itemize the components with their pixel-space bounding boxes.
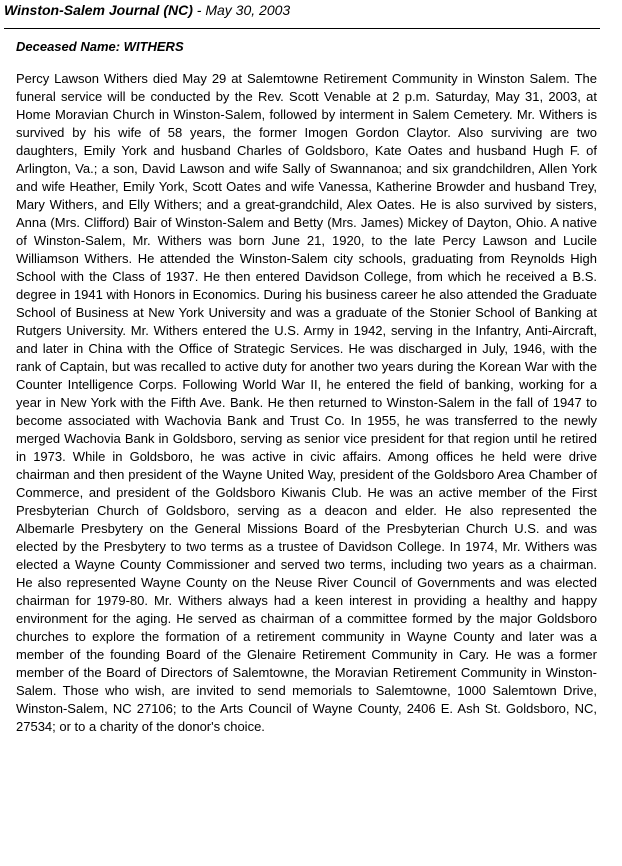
obituary-text: Percy Lawson Withers died May 29 at Salemtowne Retirement Community in Winston Salem. The funeral service will be conducted by the Rev. Scott Venable at 2 p.m. Saturday, May 31, 2003, at Home Moravian Church in Winston-Salem, followed by interment in Salem Cemetery. Mr. Withers is survived by his wife of 58 years, the former Imogen Gordon Claytor. Also surviving are two daughters, Emily York and husband Charles of Goldsboro, Kate Oates and husband Hugh F. of Arlington, Va.; a son, David Lawson and wife Sally of Swannanoa; and six grandchildren, Allen York and wife Heather, Emily York, Scott Oates and wife Vanessa, Katherine Browder and husband Trey, Mary Withers, and Elly Withers; and a great-grandchild, Alex Oates. He is also survived by sisters, Anna (Mrs. Clifford) Bair of Winston-Salem and Betty (Mrs. James) Mickey of Dayton, Ohio. A native of Winston-Salem, Mr. Withers was born June 21, 1920, to the late Percy Lawson and Lucile Williamson Withers. He attended the Winston-Salem city schools, graduating from Reynolds High School with the Class of 1937. He then entered Davidson College, from which he received a B.S. degree in 1941 with Honors in Economics. During his business career he also attended the Graduate School of Business at New York University and was a graduate of the Stonier School of Banking at Rutgers University. Mr. Withers entered the U.S. Army in 1942, serving in the Infantry, Anti-Aircraft, and later in China with the Office of Strategic Services. He was discharged in July, 1946, with the rank of Captain, but was recalled to active duty for another two years during the Korean War with the Counter Intelligence Corps. Following World War II, he entered the field of banking, working for a year in New York with the Fifth Ave. Bank. He then returned to Winston-Salem in the fall of 1947 to become associated with Wachovia Bank and Trust Co. In 1955, he was transferred to the newly merged Wachovia Bank in Goldsboro, serving as senior vice president for that region until he retired in 1973. While in Goldsboro, he was active in civic affairs. Among offices he held were drive chairman and then president of the Wayne United Way, president of the Goldsboro Area Chamber of Commerce, and president of the Goldsboro Kiwanis Club. He was an active member of the First Presbyterian Church of Goldsboro, serving as a deacon and elder. He also represented the Albemarle Presbytery on the General Missions Board of the Presbyterian Church U.S. and was elected by the Presbytery to two terms as a trustee of Davidson College. In 1974, Mr. Withers was elected a Wayne County Commissioner and served two terms, including two years as a chairman. He also represented Wayne County on the Neuse River Council of Governments and was elected chairman for 1979-80. Mr. Withers always had a keen interest in providing a healthy and happy environment for the aging. He served as chairman of a committee formed by the major Goldsboro churches to explore the formation of a retirement community in Wayne County and later was a member of the founding Board of the Glenaire Retirement Community in Cary. He was a former member of the Board of Directors of Salemtowne, the Moravian Retirement Community in Winston-Salem. Those who wish, are invited to send memorials to Salemtowne, 1000 Salemtown Drive, Winston-Salem, NC 27106; to the Arts Council of Wayne County, 2406 E. Ash St. Goldsboro, NC, 27534; or to a charity of the donor's choice. (16, 71, 597, 734)
publication-date: May 30, 2003 (205, 2, 291, 18)
deceased-name: WITHERS (123, 39, 184, 54)
deceased-name-label: Deceased Name: (16, 39, 124, 54)
header-separator: - (192, 2, 206, 18)
deceased-name-line (16, 39, 184, 54)
header-divider (4, 28, 600, 29)
publication-source: Winston-Salem Journal (NC) (4, 2, 193, 18)
publication-header (4, 2, 290, 18)
